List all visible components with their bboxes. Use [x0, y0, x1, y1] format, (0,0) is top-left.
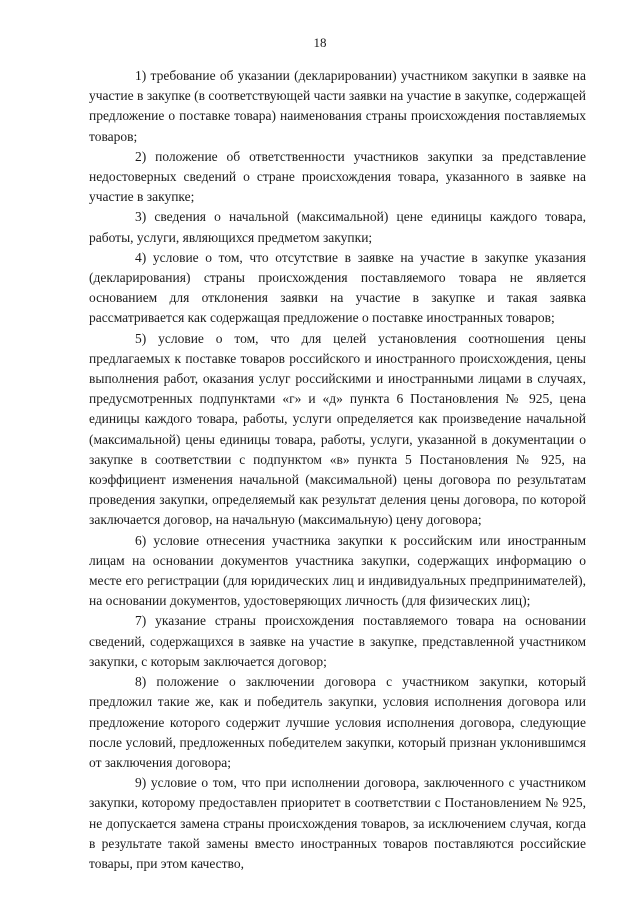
- list-item-8: 8) положение о заключении договора с участником закупки, который предложил такие же, как и победитель закупки, условия исполнения договора или предложение которого содержит лучшие условия исполнения договора, следующие после условий, предложенных победителем закупки, который признан уклонившимся от заключения договора;: [89, 674, 586, 770]
- list-item-1: 1) требование об указании (декларировании) участником закупки в заявке на участие в закупке (в соответствующей части заявки на участие в закупке, содержащей предложение о поставке товара) наименования страны происхождения поставляемых товаров;: [89, 68, 586, 144]
- list-item-3: 3) сведения о начальной (максимальной) цене единицы каждого товара, работы, услуги, являющихся предметом закупки;: [89, 209, 586, 245]
- list-item-9: 9) условие о том, что при исполнении договора, заключенного с участником закупки, которому предоставлен приоритет в соответствии с Постановлением № 925, не допускается замена страны происхождения товаров, за исключением случая, когда в результате такой замены вместо иностранных товаров поставляются российские товары, при этом качество,: [89, 775, 586, 871]
- list-item-6: 6) условие отнесения участника закупки к российским или иностранным лицам на основании документов участника закупки, содержащих информацию о месте его регистрации (для юридических лиц и индивидуальных предпринимателей), на основании документов, удостоверяющих личность (для физических лиц);: [89, 532, 586, 609]
- document-body: [89, 66, 586, 874]
- list-item-7: 7) указание страны происхождения поставляемого товара на основании сведений, содержащихся в заявке на участие в закупке, представленной участником закупки, с которым заключается договор;: [89, 613, 586, 669]
- list-item-5: 5) условие о том, что для целей установления соотношения цены предлагаемых к поставке товаров российского и иностранного происхождения, цены выполнения работ, оказания услуг российскими и иностранными лицами в случаях, предусмотренных подпунктами «г» и «д» пункта 6 Постановления № 925, цена единицы каждого товара, работы, услуги определяется как произведение начальной (максимальной) цены единицы товара, работы, услуги, указанной в документации о закупке в соответствии с подпунктом «в» пункта 5 Постановления № 925, на коэффициент изменения начальной (максимальной) цены договора по результатам проведения закупки, определяемый как результат деления цены договора, по которой заключается договор, на начальную (максимальную) цену договора;: [89, 330, 586, 528]
- page-number: 18: [313, 35, 327, 50]
- list-item-2: 2) положение об ответственности участников закупки за представление недостоверных сведений о стране происхождения товара, указанного в заявке на участие в закупке;: [89, 148, 586, 205]
- list-item-4: 4) условие о том, что отсутствие в заявке на участие в закупке указания (декларирования) страны происхождения поставляемого товара не является основанием для отклонения заявки на участие в закупке и такая заявка рассматривается как содержащая предложение о поставке иностранных товаров;: [89, 249, 586, 326]
